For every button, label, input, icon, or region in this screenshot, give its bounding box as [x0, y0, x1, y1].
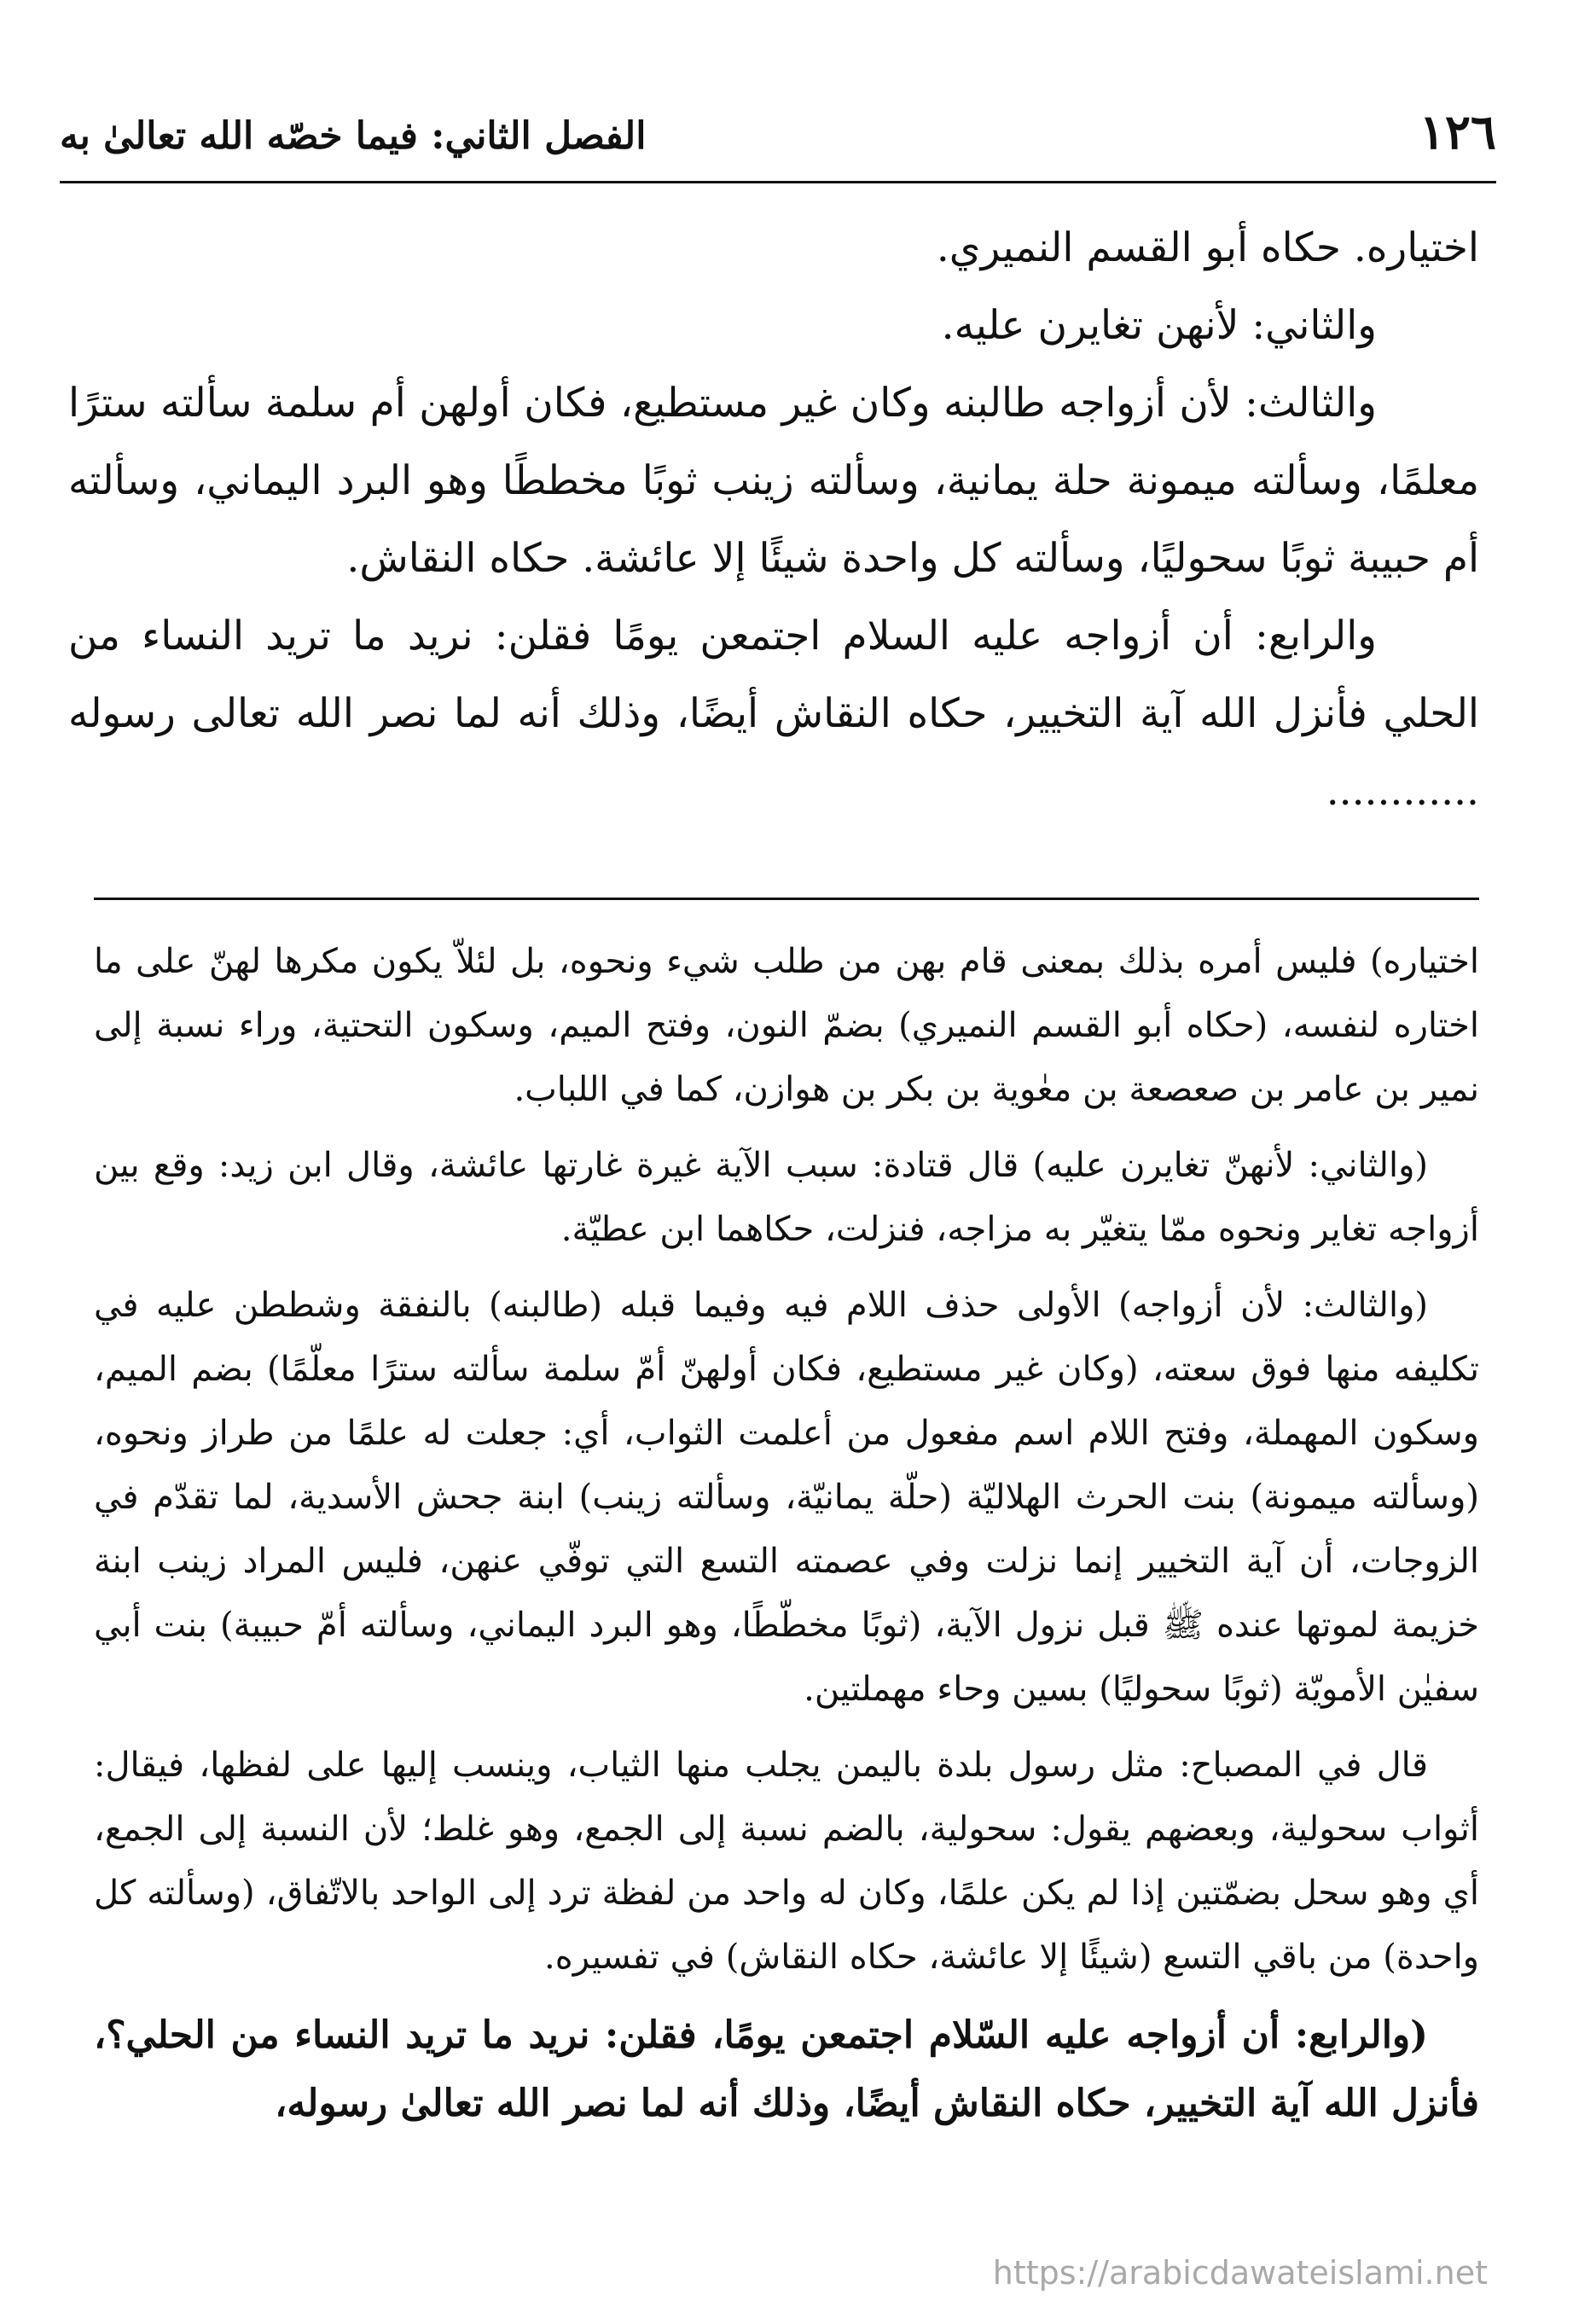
commentary-paragraph-3: (والثالث: لأن أزواجه) الأولى حذف اللام فيه وفيما قبله (طالبنه) بالنفقة وشططن عليه في تكليفه منها فوق سعته، (وكان غير مستطيع، فكان أولهنّ أمّ سلمة سألته سترًا معلّمًا) بضم الميم، وسكون المهملة، وفتح اللام اسم مفعول من أعلمت الثواب، أي: جعلت له علمًا من طراز ونحوه، (وسألته ميمونة) بنت الحرث الهلاليّة (حلّة يمانيّة، وسألته زينب) ابنة جحش الأسدية، لما تقدّم في الزوجات، أن آية التخيير إنما نزلت وفي عصمته التسع التي توفّي عنهن، فليس المراد زينب ابنة خزيمة لموتها عنده ﷺ قبل نزول الآية، (ثوبًا مخطّطًا، وهو البرد اليماني، وسألته أمّ حبيبة) بنت أبي سفيٰن الأمويّة (ثوبًا سحوليًا) بسين وحاء مهملتين. — [94, 1286, 1479, 1709]
running-title: الفصل الثاني: فيما خصّه الله تعالىٰ به — [60, 114, 647, 158]
main-text — [68, 209, 1479, 830]
page-header — [60, 94, 1496, 188]
commentary-paragraph-4: قال في المصباح: مثل رسول بلدة باليمن يجلب منها الثياب، وينسب إليها على لفظها، فيقال: أثواب سحولية، وبعضهم يقول: سحولية، بالضم نسبة إلى الجمع، وهو غلط؛ لأن النسبة إلى الجمع، أي وهو سحل بضمّتين إذا لم يكن علمًا، وكان له واحد من لفظة ترد إلى الواحد بالاتّفاق، (وسألته كل واحدة) من باقي التسع (شيئًا إلا عائشة، حكاه النقاش) في تفسيره. — [94, 1746, 1479, 1977]
main-paragraph-2: والثاني: لأنهن تغايرن عليه. — [941, 302, 1377, 349]
commentary-paragraph-2: (والثاني: لأنهنّ تغايرن عليه) قال قتادة: سبب الآية غيرة غارتها عائشة، وقال ابن زيد: وقع بين أزواجه تغاير ونحوه ممّا يتغيّر به مزاجه، فنزلت، حكاهما ابن عطيّة. — [94, 1146, 1479, 1249]
commentary-paragraph-5: (والرابع: أن أزواجه عليه السّلام اجتمعن يومًا، فقلن: نريد ما تريد النساء من الحلي؟، فأنزل الله آية التخيير، حكاه النقاش أيضًا، وذلك أنه لما نصر الله تعالىٰ رسوله، — [94, 2013, 1479, 2125]
header-rule — [60, 181, 1496, 183]
watermark-url: https://arabicdawateislami.net — [992, 2254, 1488, 2292]
page-number: ١٢٦ — [1419, 104, 1496, 160]
main-paragraph-1: اختياره. حكاه أبو القسم النميري. — [936, 224, 1479, 271]
main-paragraph-4-text: والرابع: أن أزواجه عليه السلام اجتمعن يومًا فقلن: نريد ما تريد النساء من الحلي فأنزل الله آية التخيير، حكاه النقاش أيضًا، وذلك أنه لما نصر الله تعالى رسوله — [68, 613, 1479, 737]
main-paragraph-4 — [68, 597, 1479, 830]
commentary — [94, 930, 1479, 2150]
text-commentary-divider — [94, 898, 1479, 900]
main-paragraph-3: والثالث: لأن أزواجه طالبنه وكان غير مستطيع، فكان أولهن أم سلمة سألته سترًا معلمًا، وسألته ميمونة حلة يمانية، وسألته زينب ثوبًا مخططًا وهو البرد اليماني، وسألته أم حبيبة ثوبًا سحوليًا، وسألته كل واحدة شيئًا إلا عائشة. حكاه النقاش. — [68, 380, 1479, 582]
commentary-paragraph-1: اختياره) فليس أمره بذلك بمعنى قام بهن من طلب شيء ونحوه، بل لئلاّ يكون مكرها لهنّ على ما اختاره لنفسه، (حكاه أبو القسم النميري) بضمّ النون، وفتح الميم، وسكون التحتية، وراء نسبة إلى نمير بن عامر بن صعصعة بن معٰوية بن بكر بن هوازن، كما في اللباب. — [94, 942, 1479, 1109]
continuation-dots: ............ — [1326, 768, 1479, 815]
